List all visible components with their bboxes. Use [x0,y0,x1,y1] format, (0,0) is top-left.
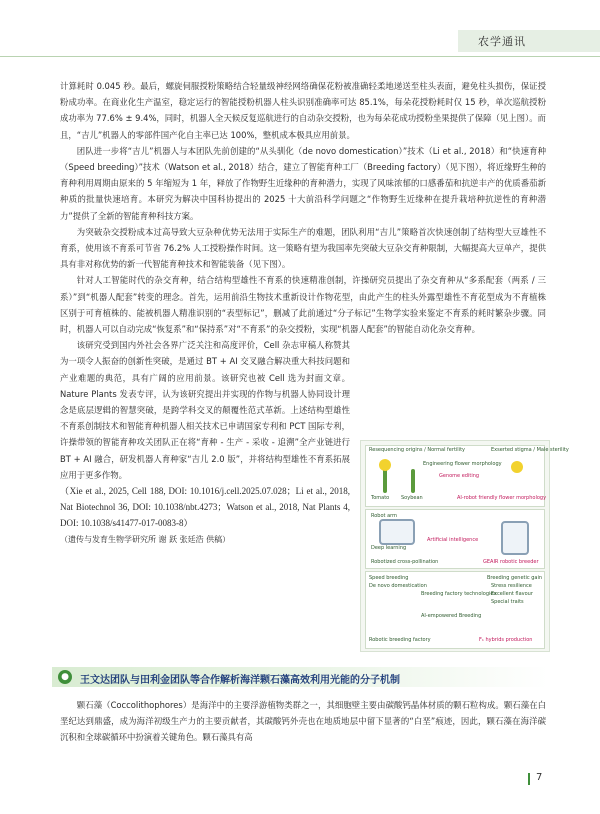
fig-label-de-novo: De novo domestication [369,583,427,589]
authors: （遗传与发育生物学研究所 谢 跃 张廷浩 供稿） [60,534,231,544]
paragraph-5: 该研究受到国内外社会各界广泛关注和高度评价，Cell 杂志审稿人称赞其为一项令人振奋的创新性突破，是通过 BT + AI 交叉融合解决重大科技问题和产业难题的典范，具有广阔的应用前景。该研究也被 Cell 选为封面文章。Nature Plants 发表专评，认为该研究提出并实现的作物与机器人协同设计理念是底层逻辑的智慧突破，是跨学科交叉的颠覆性范式革新。上述结构型雄性不育系创制技术和智能育种机器人相关技术已申请国家专利和 PCT 国际专利，许操带领的智能育种攻关团队正在将“育种 - 生产 - 采收 - 追溯”全产业链进行 BT + AI 融合，研发机器人育种家“吉儿 2.0 版”，并将结构型雄性不育系拓展应用于更多作物。 [60,340,350,480]
paragraph-4: 针对人工智能时代的杂交育种，结合结构型雄性不育系的快速精准创制，许操研究员提出了杂交育种从“多系配套（两系 / 三系）”到“机器人配套”转变的理念。首先，运用前沿生物技术重新设计作物花型，由此产生的柱头外露型雄性不育花型成为不育植株区别于可育植株的、能被机器人精准识别的“表型标记”，删减了此前通过“分子标记”生物学实验来鉴定不育系的耗时繁杂步骤。同时，机器人可以自动完成“恢复系”和“保持系”对“不育系”的杂交授粉，实现“机器人配套”的智能自动化杂交育种。 [60,275,546,335]
fig-label-hybrid: F₁ hybrids production [479,637,533,643]
fig-label-soybean: Soybean [401,495,423,501]
header-divider [0,56,600,57]
fig-label-robot-arm: Robot arm [371,513,397,519]
fig-label-factory: Robotic breeding factory [369,637,431,643]
soybean-plant-icon [411,469,415,493]
fig-label-r1-left: Resequencing origins / Normal fertility [369,447,465,453]
sterile-flower-icon [511,461,523,473]
fig-label-r1-mid: Engineering flower morphology [423,461,502,467]
tomato-flower-icon [379,459,391,471]
page-number-mark [528,773,530,785]
fig-label-genome: Genome editing [439,473,480,479]
fig-label-gain4: Special traits [491,599,524,605]
page-number: 7 [536,772,543,783]
fig-label-gain3: Excellent flavour [491,591,533,597]
fig-label-bf-tech: Breeding factory technologies [421,591,497,597]
fig-label-geair: GEAIR robotic breeder [483,559,539,565]
section-body [60,697,546,746]
fig-label-speed: Speed breeding [369,575,409,581]
breeding-figure [360,440,569,652]
fig-label-deep-learning: Deep learning [371,545,407,551]
references: （Xie et al., 2025, Cell 188, DOI: 10.1016/j.cell.2025.07.028；Li et al., 2018, Nat Biotechnol 36, DOI: 10.1038/nbt.4273；Watson et al., 2018, Nat Plants 4, DOI: 10.1038/s41477-017-0083-8） [60,486,350,529]
fig-label-r1-right: Exserted stigma / Male sterility [491,447,569,453]
section-paragraph: 颗石藻（Coccolithophores）是海洋中的主要浮游植物类群之一，其细胞壁主要由碳酸钙晶体材质的颗石粒构成。颗石藻在白垩纪达到鼎盛，成为海洋初级生产力的主要贡献者，其碳酸钙外壳也在地质地层中留下显著的“白垩”痕迹，因此，颗石藻在海洋碳沉积和全球碳循环中扮演着关键角色。颗石藻具有高 [60,700,546,743]
paragraph-1: 计算耗时 0.045 秒。最后，螺旋伺服授粉策略结合轻量级神经网络确保花粉被准确轻柔地递送至柱头表面，避免柱头损伤，保证授粉成功率。在商业化生产温室，稳定运行的智能授粉机器人柱头识别准确率可达 85.1%，每朵花授粉耗时仅 15 秒，单次巡航授粉成功率为 77.6% ± 9.4%，同时，机器人全天候反复巡航进行的自动杂交授粉，也为每朵花成功授粉坐果提供了保障（见上图）。而且，“吉儿”机器人的零部件国产化自主率已达 100%，整机成本极具应用前景。 [60,81,546,140]
fig-label-ai: Artificial intelligence [427,537,479,543]
fig-label-ai-bred: AI-empowered Breeding [421,613,482,619]
header-title: 农学通讯 [478,35,526,48]
fig-label-gain1: Breeding genetic gain [487,575,543,581]
fig-label-gain2: Stress resilience [491,583,532,589]
wrapped-text-block [60,337,350,548]
greenhouse-robot-icon [501,521,529,555]
fig-label-tomato: Tomato [371,495,390,501]
fig-label-ai-flower: AI-robot friendly flower morphology [457,495,547,501]
section-location-icon: ● [58,670,72,684]
robot-arm-icon [379,519,415,545]
section-title: 王文达团队与田利金团队等合作解析海洋颗石藻高效利用光能的分子机制 [80,675,400,686]
fig-label-cross: Robotized cross-pollination [371,559,439,565]
paragraph-2: 团队进一步将“吉儿”机器人与本团队先前创建的“从头驯化（de novo domestication）”技术（Li et al., 2018）和“快速育种（Speed breeding）”技术（Watson et al., 2018）结合，建立了智能育种工厂（Breeding factory）（见下图），将近缘野生种的育种利用周期由原来的 5 年缩短为 1 年，释放了作物野生近缘种的育种潜力，实现了风味浓郁的口感番茄和抗逆丰产的优质番茄新种质的批量快速培育。本研究为解决中国科协提出的 2025 十大前沿科学问题之“作物野生近缘种在提升栽培种抗逆性的育种潜力”提供了全新的智能育种科技方案。 [60,145,546,221]
paragraph-3: 为突破杂交授粉成本过高导致大豆杂种优势无法用于实际生产的难题，团队利用“吉儿”策略首次快速创制了结构型大豆雄性不育系，使用该不育系可节省 76.2% 人工授粉操作时间。这一策略有望为我国率先突破大豆杂交育种限制，大幅提高大豆单产，提供具有非对称优势的新一代智能育种技术和智能装备（见下图）。 [60,226,546,270]
